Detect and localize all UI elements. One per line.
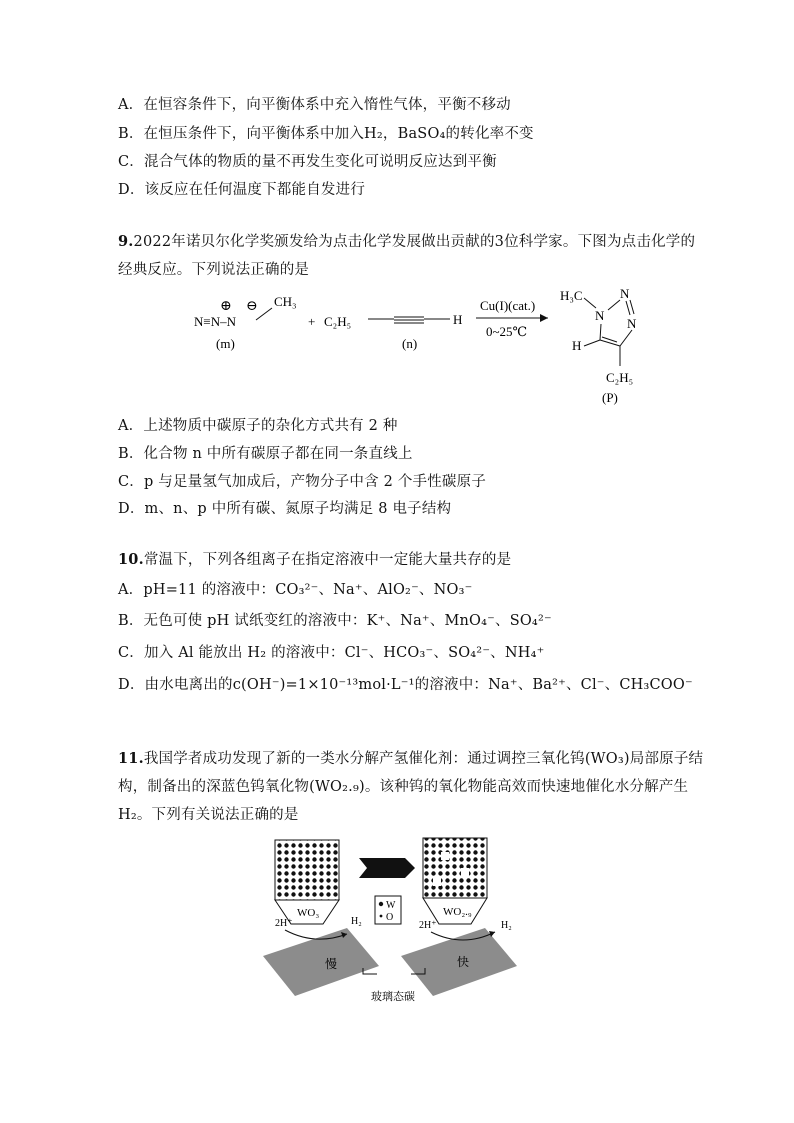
wo3-label: WO₃: [297, 907, 320, 919]
glassy-carbon-label: 玻璃态碳: [371, 991, 415, 1003]
ring-n3: N: [627, 316, 637, 331]
methyl-bond: [256, 308, 272, 320]
q11-stem-text: 我国学者成功发现了新的一类水分解产氢催化剂：通过调控三氧化钨(WO₃)局部原子结: [143, 751, 704, 767]
q11-stem-line2: 构，制备出的深蓝色钨氧化物(WO₂.₉)。该种钨的氧化物能高效而快速地催化水分解产生: [118, 779, 689, 795]
q9-option-a: A．上述物质中碳原子的杂化方式共有 2 种: [118, 418, 398, 434]
left-h-plus: 2H⁺: [275, 918, 293, 929]
q8-option-d: D．该反应在任何温度下都能自发进行: [118, 182, 366, 198]
legend-w: W: [386, 900, 396, 911]
q10-option-a: A．pH=11 的溶液中：CO₃²⁻、Na⁺、AlO₂⁻、NO₃⁻: [118, 582, 473, 598]
oxygen-vacancy-icon: [441, 852, 449, 860]
q8-option-c: C．混合气体的物质的量不再发生变化可说明反应达到平衡: [118, 154, 497, 170]
p-hydrogen: H: [572, 338, 582, 353]
oxygen-vacancy-icon: [461, 868, 469, 876]
q9-option-b: B．化合物 n 中所有碳原子都在同一条直线上: [118, 446, 413, 462]
right-h2: H₂: [501, 920, 512, 931]
p-methyl: H₃C: [560, 288, 583, 303]
fast-label: 快: [457, 955, 470, 969]
q10-option-d: D．由水电离出的c(OH⁻)=1×10⁻¹³mol·L⁻¹的溶液中：Na⁺、Ba²⁺、Cl⁻、CH₃COO⁻: [118, 677, 693, 693]
minus-charge-icon: ⊖: [246, 299, 258, 314]
ring-bond-4: [600, 340, 620, 346]
reaction-arrow-head: [540, 314, 548, 322]
m-label: (m): [216, 336, 235, 351]
q9-stem-text: 2022年诺贝尔化学奖颁发给为点击化学发展做出贡献的3位科学家。下图为点击化学的: [133, 234, 696, 250]
ring-h-bond: [584, 340, 600, 346]
n-hydrogen: H: [453, 312, 463, 327]
q10-stem-text: 常温下，下列各组离子在指定溶液中一定能大量共存的是: [143, 552, 512, 568]
catalyst-label: Cu(I)(cat.): [480, 298, 536, 313]
ring-bond-2: [630, 300, 634, 314]
p-label: (P): [602, 390, 618, 405]
left-carbon-plate: [263, 928, 379, 996]
ring-n2: N: [620, 286, 630, 301]
w-atom-icon: [379, 902, 383, 906]
click-reaction-scheme: [180, 286, 640, 406]
ring-bond-3: [620, 330, 632, 346]
transform-arrow-icon: [359, 858, 415, 878]
q11-stem-line1: [118, 749, 703, 769]
slow-label: 慢: [325, 957, 338, 971]
wo29-label: WO₂.₉: [443, 906, 472, 918]
q8-option-a: A．在恒容条件下，向平衡体系中充入惰性气体，平衡不移动: [118, 97, 511, 113]
plus-charge-icon: ⊕: [220, 299, 232, 314]
legend-o: O: [386, 912, 394, 923]
ring-n1: N: [595, 308, 605, 323]
left-h2: H₂: [351, 916, 362, 927]
q10-stem: [118, 550, 511, 570]
q10-number: 10.: [118, 551, 144, 568]
q10-option-c: C．加入 Al 能放出 H₂ 的溶液中：Cl⁻、HCO₃⁻、SO₄²⁻、NH₄⁺: [118, 645, 545, 661]
q11-stem-line3: H₂。下列有关说法正确的是: [118, 807, 299, 823]
q8-option-b: B．在恒压条件下，向平衡体系中加入H₂，BaSO₄的转化率不变: [118, 126, 534, 142]
m-methyl: CH₃: [274, 294, 297, 309]
p-ethyl: C₂H₅: [606, 370, 634, 385]
q9-number: 9.: [118, 233, 134, 250]
q9-option-d: D．m、n、p 中所有碳、氮原子均满足 8 电子结构: [118, 501, 452, 517]
ring-bond-2b: [626, 301, 630, 315]
right-h-plus: 2H⁺: [419, 920, 437, 931]
q9-stem-line1: [118, 232, 695, 252]
ring-bond-1: [608, 300, 620, 310]
q9-stem-line2: 经典反应。下列说法正确的是: [118, 262, 310, 278]
condition-label: 0~25℃: [486, 324, 528, 339]
n-label: (n): [402, 336, 418, 351]
p-methyl-bond: [584, 298, 596, 308]
plus-sign: +: [308, 314, 316, 329]
n-ethyl: C₂H₅: [324, 314, 352, 329]
q11-number: 11.: [118, 750, 144, 767]
q10-option-b: B．无色可使 pH 试纸变红的溶液中：K⁺、Na⁺、MnO₄⁻、SO₄²⁻: [118, 613, 552, 629]
wo29-lattice: [423, 838, 487, 898]
wo3-lattice: [275, 840, 339, 900]
ring-bond-5: [600, 324, 601, 340]
q9-option-c: C．p 与足量氢气加成后，产物分子中含 2 个手性碳原子: [118, 474, 487, 490]
o-atom-icon: [380, 915, 383, 918]
azide-formula: N≡N–N: [194, 314, 236, 329]
catalyst-figure: [255, 828, 545, 1013]
oxygen-vacancy-icon: [433, 878, 441, 886]
